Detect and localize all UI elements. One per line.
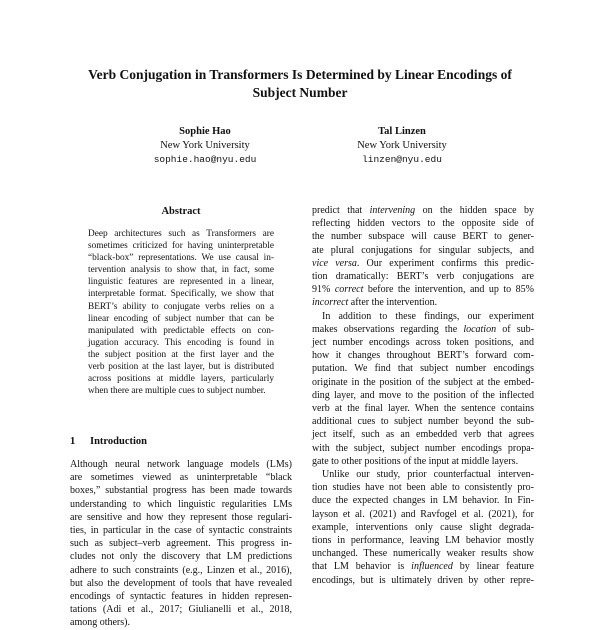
body-line: example, interventions only cause slight degrada- xyxy=(312,521,534,533)
body-line: predict that intervening on the hidden space by xyxy=(312,205,535,216)
abstract-line: interpretable format. Specifically, we show that xyxy=(88,289,274,300)
emphasis: vice versa xyxy=(312,257,357,269)
title-line-2: Subject Number xyxy=(252,85,348,100)
abstract-line: sometimes criticized for having uninterpretable xyxy=(88,241,274,252)
body-line: Unlike our study, prior counterfactual interven- xyxy=(322,469,534,481)
intro-line: are sometimes viewed as uninterpretable “black xyxy=(70,472,292,484)
body-line: tion dramatically: BERT’s verb conjugations are xyxy=(312,271,534,283)
abstract-line: the subject position at the first layer and the xyxy=(88,349,274,360)
body-line: vice versa. Our experiment confirms this predic- xyxy=(312,257,534,269)
intro-line: tations (Adi et al., 2017; Giulianelli et al., 2018, xyxy=(70,604,292,616)
abstract-line: manipulated with predictable effects on con- xyxy=(88,325,274,336)
body-line: with the subject, subject number encodings propa- xyxy=(312,442,534,454)
author-email[interactable]: linzen@nyu.edu xyxy=(362,154,442,165)
body-line: ject number encodings across token positions, and xyxy=(312,337,534,349)
author-name: Tal Linzen xyxy=(378,126,426,137)
section-number: 1 xyxy=(70,436,76,447)
abstract-heading: Abstract xyxy=(161,206,201,217)
body-line: tion studies have not been able to consistently pro- xyxy=(312,482,534,494)
body-line: ate plural conjugations for singular subjects, and xyxy=(312,244,534,256)
author-affiliation: New York University xyxy=(160,140,250,151)
body-line: ding layer, and move to the position of the inflected xyxy=(312,389,534,401)
body-line: 91% correct before the intervention, and up to 85% xyxy=(312,284,534,296)
body-line: encodings, but is ultimately driven by other repre- xyxy=(312,574,534,586)
body-line: makes observations regarding the location of sub- xyxy=(312,323,534,335)
title-line-1: Verb Conjugation in Transformers Is Determined by Linear Encodings of xyxy=(88,67,512,82)
section-title: Introduction xyxy=(90,436,147,447)
intro-line: Although neural network language models (LMs) xyxy=(70,459,292,470)
abstract-line: when there are multiple cues to subject number. xyxy=(88,386,266,397)
intro-line: understanding to which linguistic regularities LMs xyxy=(70,498,292,510)
abstract-line: Deep architectures such as Transformers are xyxy=(88,229,274,239)
body-line: tions in performance, leaving LM behavior mostly xyxy=(312,535,534,547)
abstract-line: BERT’s ability to conjugate verbs relies on a xyxy=(88,301,274,312)
intro-line: adhere to such constraints (e.g., Linzen et al., 2016), xyxy=(70,564,292,576)
author-affiliation: New York University xyxy=(357,140,447,151)
body-line: reflecting hidden vectors to the opposite side of xyxy=(312,218,534,230)
abstract-line: “black-box” representations. We use causal in- xyxy=(88,253,274,264)
abstract-line: verb position at the last layer, but is distributed xyxy=(88,362,274,373)
body-line: verb at the final layer. When the sentence contains xyxy=(312,403,534,415)
abstract-line: linguistic features are represented in a linear, xyxy=(88,277,274,288)
body-line: the number subspace will cause BERT to gener- xyxy=(312,231,534,243)
intro-line: ties, in particular in the case of syntactic constraints xyxy=(70,525,292,537)
body-line: In addition to these findings, our experiment xyxy=(322,310,534,322)
body-line: putation. We find that subject number encodings xyxy=(312,363,534,375)
body-line: gate to other positions of the input at middle layers. xyxy=(312,455,519,467)
author-block-2 xyxy=(302,125,502,167)
body-line: originate in the position of the subject at the embed- xyxy=(312,376,534,388)
intro-line: encodings of syntactic features in hidden represen- xyxy=(70,591,292,603)
intro-line: cludes not only the discovery that LM predictions xyxy=(70,551,292,563)
abstract-line: tervention analysis to show that, in fact, some xyxy=(88,265,274,276)
intro-line: but also the development of tools that have revealed xyxy=(70,577,292,589)
body-line: duce the expected changes in LM behavior. In Fin- xyxy=(312,495,534,507)
emphasis: location xyxy=(463,323,497,335)
emphasis: intervening xyxy=(369,205,416,216)
right-column-body xyxy=(312,204,534,587)
body-line: that LM behavior is influenced by linear feature xyxy=(312,561,534,573)
abstract-body xyxy=(88,228,274,397)
intro-line: among others). xyxy=(70,617,130,629)
body-line: layson et al. (2021) and Ravfogel et al. (2021), for xyxy=(312,508,534,520)
intro-line: such as subject–verb agreement. This progress in- xyxy=(70,538,292,550)
author-name: Sophie Hao xyxy=(179,126,231,137)
body-line: additional cues to subject number beyond the sub- xyxy=(312,416,534,428)
paper-title xyxy=(40,66,560,102)
intro-line: are sensitive and how they represent those regulari- xyxy=(70,511,292,523)
abstract-line: linear encoding of subject number that can be xyxy=(88,313,274,324)
emphasis: influenced xyxy=(411,561,453,573)
body-line: ject itself, such as an embedded verb that agrees xyxy=(312,429,534,441)
body-line: incorrect after the intervention. xyxy=(312,297,438,309)
abstract-line: jugation accuracy. This encoding is found in xyxy=(88,337,274,348)
author-email[interactable]: sophie.hao@nyu.edu xyxy=(153,154,257,165)
abstract-line: across positions at middle layers, particularly xyxy=(88,374,274,385)
emphasis: incorrect xyxy=(312,297,349,309)
section-heading-introduction xyxy=(70,436,147,447)
body-line: how it changes throughout BERT’s forward com- xyxy=(312,350,534,362)
body-line: unchanged. These numerically weaker results show xyxy=(312,548,534,560)
author-block-1 xyxy=(105,125,305,167)
intro-line: boxes,” substantial progress has been made towards xyxy=(70,485,292,497)
emphasis: correct xyxy=(334,284,364,296)
introduction-body xyxy=(70,458,292,630)
